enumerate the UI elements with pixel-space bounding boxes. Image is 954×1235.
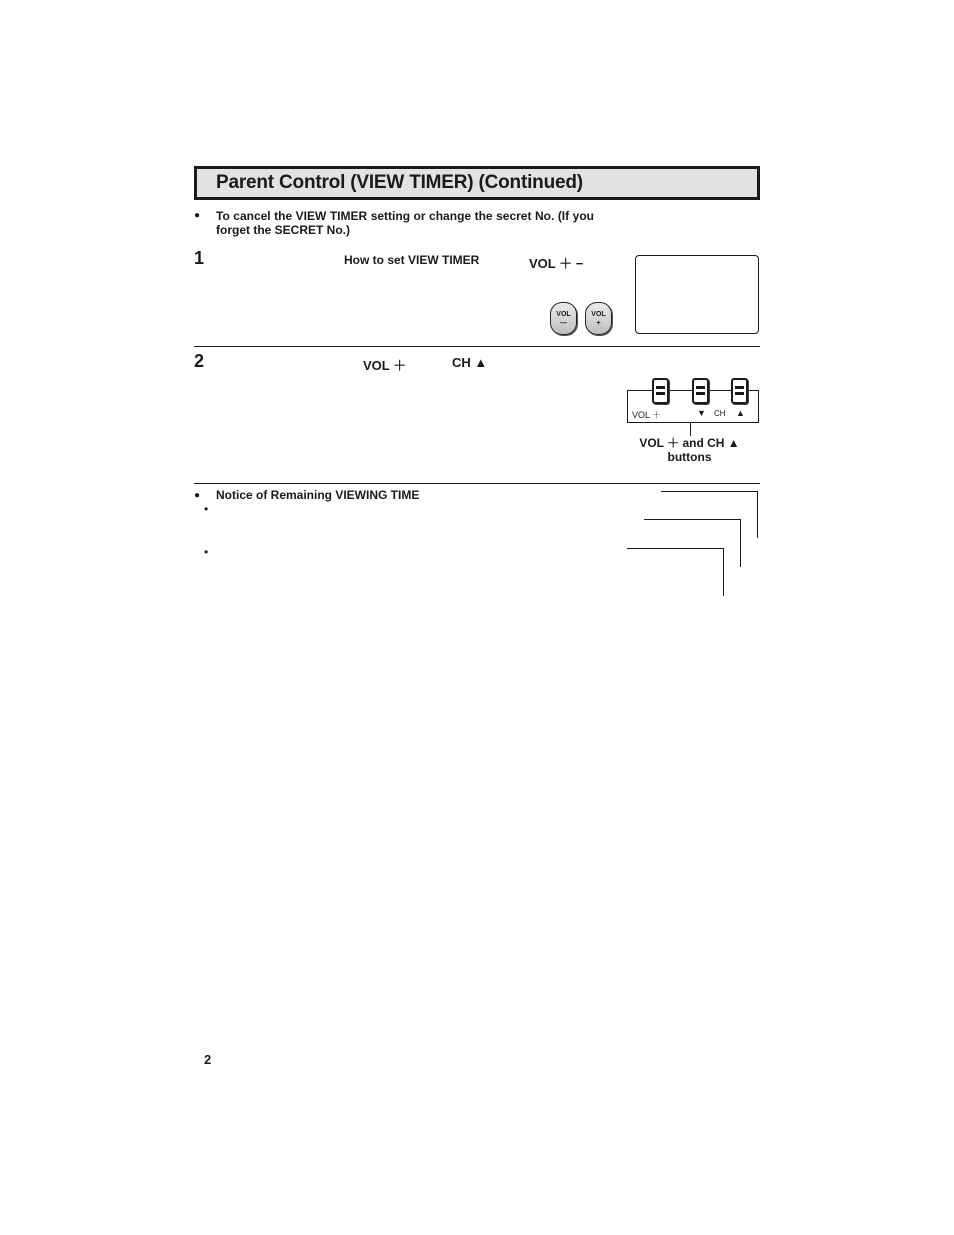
notice-sub-bullet-2: • [204, 545, 209, 559]
panel-callout [612, 436, 767, 464]
remote-vol-plus-label: VOL [591, 311, 606, 318]
section-header [194, 166, 760, 200]
notice-sub-bullet-1: • [204, 502, 209, 516]
divider-1 [194, 346, 760, 347]
remote-vol-minus-sign: — [560, 320, 567, 327]
remote-vol-plus-button [585, 302, 612, 335]
remote-vol-minus-button [550, 302, 577, 335]
step-1-buttons: VOL ＋ − [529, 256, 584, 271]
remote-vol-minus-label: VOL [556, 311, 571, 318]
bracket-1-side [757, 491, 758, 538]
bracket-1-top [661, 491, 757, 492]
callout-line-2: buttons [667, 450, 712, 464]
page-title: Parent Control (VIEW TIMER) (Continued) [216, 172, 583, 193]
step-2-vol: VOL ＋ [363, 358, 407, 373]
intro-text: To cancel the VIEW TIMER setting or change the secret No. (If you forget the SECRET No.) [216, 209, 594, 237]
panel-ch-down-arrow: ▼ [697, 408, 706, 418]
notice-bullet: ● [194, 490, 201, 501]
bracket-3-top [627, 548, 723, 549]
panel-ch-up-arrow: ▲ [736, 408, 745, 418]
tv-screen-illustration [635, 255, 759, 334]
notice-title: Notice of Remaining VIEWING TIME [216, 488, 420, 502]
panel-ch-up-key [731, 378, 748, 404]
step-1-number: 1 [194, 248, 205, 268]
step-1-reference: How to set VIEW TIMER [344, 253, 480, 267]
bracket-2-top [644, 519, 740, 520]
callout-line-1: VOL ＋ and CH ▲ [639, 436, 740, 450]
panel-vol-plus-key [652, 378, 669, 404]
callout-leader-line [690, 422, 691, 436]
intro-bullet: ● [194, 210, 201, 221]
divider-2 [194, 483, 760, 484]
remote-vol-plus-sign: + [596, 320, 601, 327]
bracket-2-side [740, 519, 741, 567]
page-number: 2 [204, 1052, 212, 1067]
panel-ch-down-key [692, 378, 709, 404]
step-2-ch: CH ▲ [452, 355, 488, 370]
panel-vol-label: VOL ＋ [632, 410, 662, 420]
bracket-3-side [723, 548, 724, 596]
panel-ch-label: CH [714, 409, 726, 418]
step-2-number: 2 [194, 351, 205, 371]
